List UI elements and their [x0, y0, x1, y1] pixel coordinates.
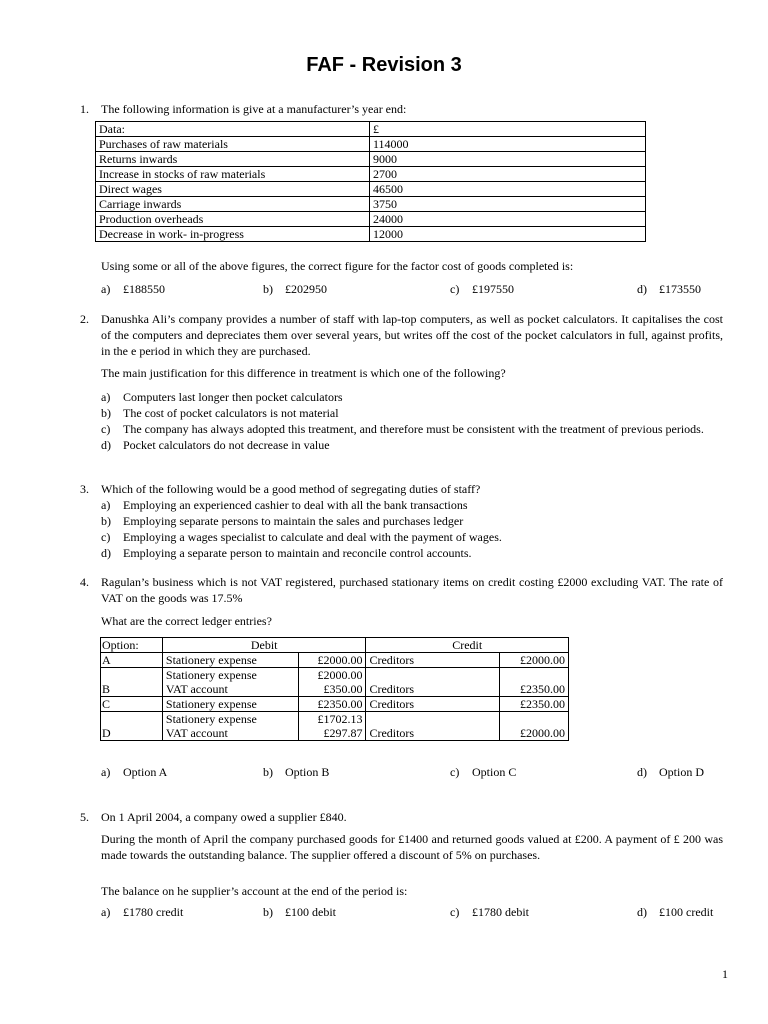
q3-text: Which of the following would be a good method of segregating duties of staff? — [101, 482, 481, 496]
q4-table-row — [101, 653, 569, 668]
q1-table-row — [96, 122, 646, 137]
q1-cell-item: Data: — [96, 122, 370, 137]
q1-cell-item: Returns inwards — [96, 152, 370, 167]
q1-table-row — [96, 227, 646, 242]
q4-cell-debit-amount-text: £2350.00 — [317, 697, 363, 711]
q4-cell-credit-amount — [500, 668, 569, 697]
q4-cell-debit-account — [162, 653, 298, 668]
q2-question: The main justification for this difference in treatment is which one of the following? — [101, 366, 506, 380]
q2-text: Danushka Ali’s company provides a number of staff with lap-top computers, as well as pocket calculators. It capitalises the cost of the computers and depreciates them over several years, but writes off the cost of the pocket calculators in full, against profits, in the e period in which they are purchased. — [101, 312, 723, 358]
q1-table-row — [96, 167, 646, 182]
q5-option-c[interactable]: c) £1780 debit — [450, 905, 529, 919]
q4-cell-debit-amount — [298, 697, 366, 712]
q1-option-a[interactable]: a) £188550 — [101, 282, 165, 296]
q4-option-b[interactable]: b) Option B — [263, 765, 330, 779]
q1-table-row — [96, 212, 646, 227]
q1-cell-item: Carriage inwards — [96, 197, 370, 212]
q4-cell-option-text: C — [102, 697, 111, 711]
q4-cell-credit-account — [366, 668, 500, 697]
q2-option-c[interactable]: c) The company has always adopted this treatment, and therefore must be consistent with the treatment of previous periods. — [101, 422, 704, 436]
q1-cell-item: Production overheads — [96, 212, 370, 227]
q4-number: 4. — [80, 575, 89, 589]
q4-cell-credit-amount-text: £2000.00 — [520, 726, 565, 740]
q2-option-d[interactable]: d) Pocket calculators do not decrease in value — [101, 438, 330, 452]
q1-cell-item: Increase in stocks of raw materials — [96, 167, 370, 182]
q1-table-row — [96, 137, 646, 152]
q3-option-d[interactable]: d) Employing a separate person to maintain and reconcile control accounts. — [101, 546, 472, 560]
q2-option-b[interactable]: b) The cost of pocket calculators is not material — [101, 406, 339, 420]
q4-question: What are the correct ledger entries? — [101, 614, 272, 628]
q4-table-row — [101, 668, 569, 697]
q4-head-debit: Debit — [162, 638, 366, 653]
q1-cell-amount: 24000 — [370, 212, 646, 227]
q1-table-row — [96, 152, 646, 167]
q4-text: Ragulan’s business which is not VAT registered, purchased stationary items on credit costing £2000 excluding VAT. The rate of VAT on the goods was 17.5% — [101, 575, 723, 605]
q4-cell-credit-account-text: Creditors — [369, 726, 415, 740]
q5-question: The balance on he supplier’s account at the end of the period is: — [101, 884, 408, 898]
q3-number: 3. — [80, 482, 89, 496]
q4-cell-debit-account — [162, 668, 298, 697]
q5-option-d[interactable]: d) £100 credit — [637, 905, 714, 919]
q1-option-b[interactable]: b) £202950 — [263, 282, 327, 296]
q1-cell-amount: 114000 — [370, 137, 646, 152]
q4-cell-debit-account-text: Stationery expense — [165, 668, 257, 682]
q4-cell-debit-amount — [298, 668, 366, 697]
q4-cell-option-text: B — [102, 682, 111, 696]
q4-cell-debit-account-text: VAT account — [165, 682, 228, 696]
q3-option-c[interactable]: c) Employing a wages specialist to calculate and deal with the payment of wages. — [101, 530, 502, 544]
q4-cell-debit-account-text: VAT account — [165, 726, 228, 740]
q2-options — [101, 389, 723, 453]
q3-options — [101, 497, 723, 561]
q1-cell-amount: 2700 — [370, 167, 646, 182]
q4-cell-debit-amount-text: £2000.00 — [317, 668, 363, 682]
q4-cell-credit-account-text: Creditors — [369, 682, 415, 696]
q4-cell-credit-amount — [500, 653, 569, 668]
q4-cell-debit-amount — [298, 712, 366, 741]
q1-cell-amount: £ — [370, 122, 646, 137]
page-number: 1 — [722, 967, 728, 981]
q4-cell-option — [101, 653, 163, 668]
q4-cell-debit-amount-text: £1702.13 — [317, 712, 363, 726]
q1-option-c[interactable]: c) £197550 — [450, 282, 514, 296]
q4-head-option: Option: — [101, 638, 163, 653]
q4-cell-credit-amount — [500, 712, 569, 741]
q4-cell-credit-account — [366, 653, 500, 668]
q4-cell-debit-account-text: Stationery expense — [165, 697, 257, 711]
q4-cell-debit-account-text: Stationery expense — [165, 653, 257, 667]
q5-option-a[interactable]: a) £1780 credit — [101, 905, 184, 919]
q4-cell-debit-amount — [298, 653, 366, 668]
q4-option-d[interactable]: d) Option D — [637, 765, 704, 779]
q1-cell-amount: 9000 — [370, 152, 646, 167]
q1-table-row — [96, 197, 646, 212]
q1-cell-item: Purchases of raw materials — [96, 137, 370, 152]
q4-cell-debit-amount-text: £350.00 — [323, 682, 363, 696]
q1-text: The following information is give at a manufacturer’s year end: — [101, 102, 407, 116]
q4-table-row — [101, 712, 569, 741]
q5-text-detail: During the month of April the company purchased goods for £1400 and returned goods valued at £200. A payment of £ 200 was made towards the outstanding balance. The supplier offered a discount of 5% on purchases. — [101, 832, 723, 862]
q4-cell-credit-amount-text: £2000.00 — [520, 653, 565, 667]
q1-cell-item: Decrease in work- in-progress — [96, 227, 370, 242]
q1-cell-amount: 46500 — [370, 182, 646, 197]
q4-cell-credit-account-text: Creditors — [369, 697, 415, 711]
q3-option-a[interactable]: a) Employing an experienced cashier to deal with all the bank transactions — [101, 498, 468, 512]
q1-number: 1. — [80, 102, 89, 116]
q4-ledger-table — [100, 637, 569, 741]
q1-cell-item: Direct wages — [96, 182, 370, 197]
q5-number: 5. — [80, 810, 89, 824]
q1-cell-amount: 12000 — [370, 227, 646, 242]
q4-cell-credit-account — [366, 712, 500, 741]
q2-option-a[interactable]: a) Computers last longer then pocket calculators — [101, 390, 343, 404]
q4-cell-credit-amount-text: £2350.00 — [520, 697, 565, 711]
q5-option-b[interactable]: b) £100 debit — [263, 905, 336, 919]
q1-option-d[interactable]: d) £173550 — [637, 282, 701, 296]
q4-cell-debit-account — [162, 712, 298, 741]
q4-cell-debit-amount-text: £2000.00 — [317, 653, 363, 667]
q3-option-b[interactable]: b) Employing separate persons to maintain the sales and purchases ledger — [101, 514, 464, 528]
q4-cell-option — [101, 668, 163, 697]
q4-table-row — [101, 697, 569, 712]
q1-table-row — [96, 182, 646, 197]
q4-head-credit: Credit — [366, 638, 569, 653]
q4-cell-option — [101, 697, 163, 712]
q4-option-c[interactable]: c) Option C — [450, 765, 517, 779]
q4-cell-credit-amount-text: £2350.00 — [520, 682, 565, 696]
q4-option-a[interactable]: a) Option A — [101, 765, 168, 779]
q1-cell-amount: 3750 — [370, 197, 646, 212]
q2-number: 2. — [80, 312, 89, 326]
q1-question: Using some or all of the above figures, the correct figure for the factor cost of goods completed is: — [101, 259, 574, 273]
q4-cell-option — [101, 712, 163, 741]
q4-cell-credit-account-text: Creditors — [369, 653, 415, 667]
q4-cell-option-text: A — [102, 653, 111, 667]
q4-cell-credit-amount — [500, 697, 569, 712]
q4-cell-debit-account-text: Stationery expense — [165, 712, 257, 726]
q4-cell-credit-account — [366, 697, 500, 712]
q5-text: On 1 April 2004, a company owed a supplier £840. — [101, 810, 347, 824]
q4-cell-debit-account — [162, 697, 298, 712]
q1-data-table — [95, 121, 646, 242]
q4-cell-option-text: D — [102, 726, 111, 740]
page-title: FAF - Revision 3 — [306, 54, 462, 76]
q4-cell-debit-amount-text: £297.87 — [323, 726, 363, 740]
